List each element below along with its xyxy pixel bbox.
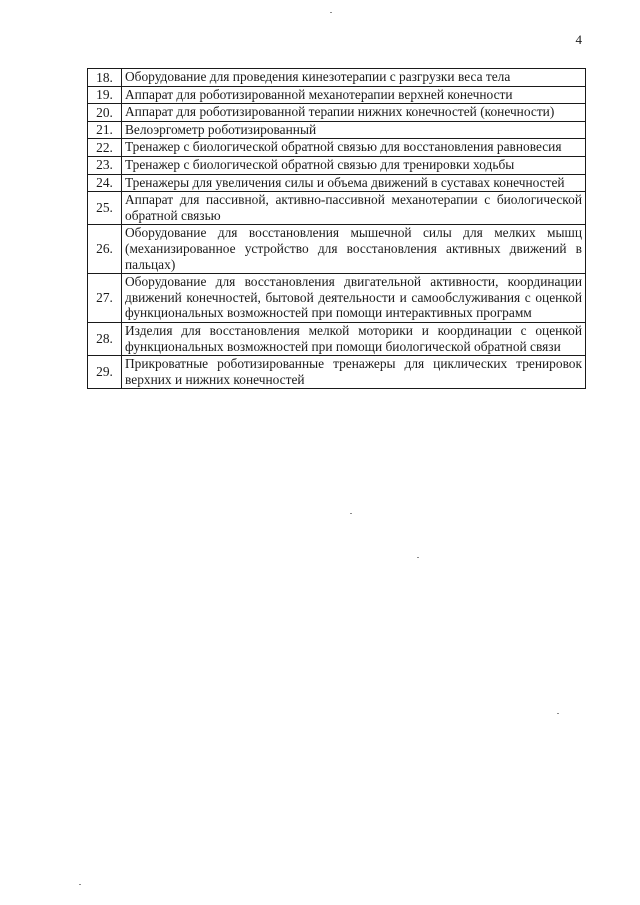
scan-speck (417, 557, 419, 558)
equipment-table (87, 68, 586, 389)
table-row (88, 104, 586, 122)
table-row (88, 192, 586, 225)
row-number: 22. (88, 139, 122, 157)
row-description: Изделия для восстановления мелкой моторики и координации с оценкой функциональных возможностей при помощи биологической обратной связи (122, 322, 586, 355)
table-row (88, 69, 586, 87)
row-description: Аппарат для пассивной, активно-пассивной механотерапии с биологической обратной связью (122, 192, 586, 225)
row-description: Оборудование для восстановления мышечной силы для мелких мышц (механизированное устройство для восстановления активных движений в пальцах) (122, 225, 586, 274)
row-description: Тренажер с биологической обратной связью для восстановления равновесия (122, 139, 586, 157)
table-row (88, 322, 586, 355)
row-number: 24. (88, 174, 122, 192)
page-number: 4 (575, 32, 582, 47)
row-number: 23. (88, 156, 122, 174)
table-row (88, 121, 586, 139)
row-description: Тренажеры для увеличения силы и объема движений в суставах конечностей (122, 174, 586, 192)
table-row (88, 156, 586, 174)
row-number: 29. (88, 356, 122, 389)
row-description: Тренажер с биологической обратной связью для тренировки ходьбы (122, 156, 586, 174)
row-description: Оборудование для проведения кинезотерапии с разгрузки веса тела (122, 69, 586, 87)
row-description: Оборудование для восстановления двигательной активности, координации движений конечностей, бытовой деятельности и самообслуживания с оценкой функциональных возможностей при помощи интерактивных программ (122, 274, 586, 323)
scan-speck (350, 513, 352, 514)
row-description: Прикроватные роботизированные тренажеры для циклических тренировок верхних и нижних конечностей (122, 356, 586, 389)
row-number: 20. (88, 104, 122, 122)
scan-speck (557, 713, 559, 714)
row-description: Аппарат для роботизированной механотерапии верхней конечности (122, 86, 586, 104)
table-row (88, 86, 586, 104)
row-number: 26. (88, 225, 122, 274)
scan-speck (330, 12, 332, 13)
table-row (88, 139, 586, 157)
row-number: 18. (88, 69, 122, 87)
row-number: 28. (88, 322, 122, 355)
table-row (88, 356, 586, 389)
scan-speck (79, 884, 81, 885)
row-description: Велоэргометр роботизированный (122, 121, 586, 139)
row-number: 27. (88, 274, 122, 323)
table-row (88, 274, 586, 323)
row-description: Аппарат для роботизированной терапии нижних конечностей (конечности) (122, 104, 586, 122)
row-number: 19. (88, 86, 122, 104)
row-number: 25. (88, 192, 122, 225)
table-row (88, 225, 586, 274)
row-number: 21. (88, 121, 122, 139)
table-row (88, 174, 586, 192)
